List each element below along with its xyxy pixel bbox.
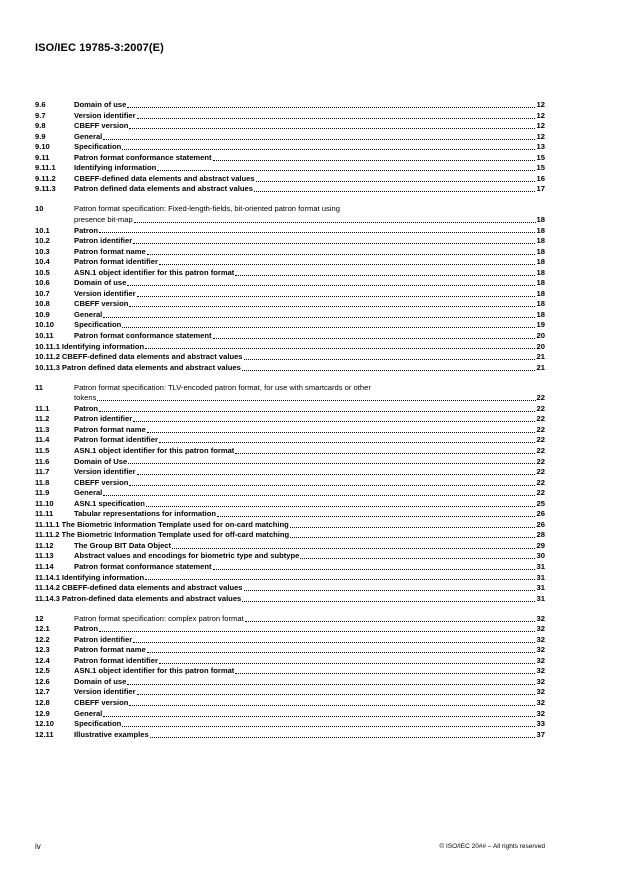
toc-title: ASN.1 specification — [74, 498, 145, 508]
toc-title: Version identifier — [74, 288, 136, 298]
toc-entry[interactable] — [35, 352, 545, 363]
toc-page: 21 — [536, 352, 545, 362]
toc-title: Patron identifier — [74, 236, 133, 246]
leader-dots — [145, 573, 535, 584]
toc-entry[interactable] — [35, 163, 545, 174]
toc-page: 32 — [536, 698, 545, 708]
toc-number: 10.4 — [35, 257, 50, 267]
leader-dots — [127, 677, 535, 688]
toc-number: 10.2 — [35, 236, 50, 246]
toc-number: 11.3 — [35, 424, 50, 434]
leader-dots — [99, 404, 535, 415]
toc-page: 13 — [536, 142, 545, 152]
toc-title: CBEFF-defined data elements and abstract values — [74, 173, 255, 183]
toc-page: 18 — [536, 257, 545, 267]
toc-page: 12 — [536, 131, 545, 141]
leader-dots — [147, 645, 535, 656]
toc-title-line2: tokens — [74, 393, 97, 403]
toc-number: 10.11.3 — [35, 362, 60, 372]
toc-page: 25 — [536, 498, 545, 508]
toc-entry[interactable] — [35, 730, 545, 741]
leader-dots — [127, 278, 535, 289]
toc-page: 22 — [536, 435, 545, 445]
toc-title: Patron format name — [74, 645, 146, 655]
leader-dots — [97, 393, 535, 404]
toc-number: 9.7 — [35, 110, 46, 120]
leader-dots — [122, 142, 535, 153]
toc-entry[interactable] — [35, 645, 545, 656]
toc-number: 12.6 — [35, 676, 50, 686]
toc-entry[interactable] — [35, 687, 545, 698]
toc-title: The Biometric Information Template used for on-card matching — [61, 519, 289, 529]
toc-entry[interactable] — [35, 446, 545, 457]
leader-dots — [103, 709, 535, 720]
leader-dots — [245, 614, 535, 625]
toc-number: 11.4 — [35, 435, 50, 445]
toc-page: 37 — [536, 729, 545, 739]
toc-number: 11.6 — [35, 456, 50, 466]
toc-title: The Group BIT Data Object — [74, 540, 172, 550]
toc-title: Patron identifier — [74, 414, 133, 424]
document-header: ISO/IEC 19785-3:2007(E) — [35, 42, 164, 54]
toc-page: 31 — [536, 572, 545, 582]
toc-title: Version identifier — [74, 467, 136, 477]
toc-number: 9.11.1 — [35, 163, 56, 173]
toc-entry[interactable] — [35, 583, 545, 594]
toc-entry[interactable] — [35, 719, 545, 730]
toc-number: 11.9 — [35, 488, 50, 498]
footer-copyright: © ISO/IEC 20## – All rights reserved — [439, 843, 545, 850]
toc-title: CBEFF version — [74, 477, 129, 487]
toc-title: Patron format conformance statement — [74, 330, 212, 340]
toc-page: 17 — [536, 184, 545, 194]
toc-entry[interactable] — [35, 142, 545, 153]
toc-page: 15 — [536, 152, 545, 162]
toc-entry[interactable] — [35, 488, 545, 499]
toc-page: 22 — [536, 467, 545, 477]
toc-entry[interactable] — [35, 184, 545, 195]
toc-title: Patron format identifier — [74, 257, 158, 267]
leader-dots — [129, 478, 535, 489]
toc-number: 9.11.2 — [35, 173, 56, 183]
leader-dots — [137, 687, 535, 698]
toc-entry[interactable] — [35, 635, 545, 646]
toc-title: Patron-defined data elements and abstract values — [61, 593, 242, 603]
toc-entry[interactable] — [35, 457, 545, 468]
toc-number: 12.9 — [35, 708, 50, 718]
toc-number: 10.9 — [35, 309, 50, 319]
toc-number: 11.14.2 — [35, 583, 60, 593]
toc-page: 32 — [536, 708, 545, 718]
toc-entry[interactable] — [35, 100, 545, 111]
toc-entry[interactable] — [35, 709, 545, 720]
toc-title: CBEFF version — [74, 299, 129, 309]
toc-page: 18 — [536, 246, 545, 256]
toc-entry[interactable] — [35, 435, 545, 446]
toc-entry[interactable] — [35, 174, 545, 185]
leader-dots — [147, 425, 535, 436]
toc-page: 18 — [536, 267, 545, 277]
toc-entry[interactable] — [35, 541, 545, 552]
leader-dots — [256, 174, 535, 185]
toc-number: 10.8 — [35, 299, 50, 309]
toc-entry[interactable] — [35, 562, 545, 573]
toc-entry[interactable] — [35, 121, 545, 132]
toc-entry[interactable] — [35, 677, 545, 688]
leader-dots — [213, 153, 535, 164]
toc-title: General — [74, 309, 103, 319]
toc-page: 18 — [536, 278, 545, 288]
toc-title: Patron format specification: complex patron format — [74, 613, 244, 623]
toc-page: 12 — [536, 100, 545, 109]
toc-entry-chapter[interactable] — [35, 383, 545, 404]
leader-dots — [99, 226, 535, 237]
toc-number: 11.1 — [35, 403, 50, 413]
leader-dots — [145, 342, 535, 353]
toc-title: Identifying information — [61, 341, 145, 351]
leader-dots — [290, 530, 535, 541]
toc-title: Patron — [74, 225, 99, 235]
toc-entry[interactable] — [35, 331, 545, 342]
toc-title: CBEFF version — [74, 698, 129, 708]
toc-entry-chapter[interactable] — [35, 614, 545, 625]
toc-title-line1: Patron format specification: Fixed-length-fields, bit-oriented patron format using — [74, 204, 340, 214]
leader-dots — [290, 520, 535, 531]
leader-dots — [133, 236, 535, 247]
toc-entry[interactable] — [35, 226, 545, 237]
toc-number: 9.8 — [35, 121, 46, 131]
toc-title: ASN.1 object identifier for this patron format — [74, 445, 235, 455]
leader-dots — [129, 698, 535, 709]
toc-entry[interactable] — [35, 520, 545, 531]
toc-number: 12.10 — [35, 719, 55, 729]
toc-page: 22 — [536, 456, 545, 466]
leader-dots — [235, 666, 535, 677]
toc-title: Illustrative examples — [74, 729, 149, 739]
leader-dots — [244, 583, 535, 594]
toc-title: Domain of use — [74, 278, 127, 288]
toc-number: 9.11.3 — [35, 184, 56, 194]
toc-number: 12.11 — [35, 729, 54, 739]
toc-entry[interactable] — [35, 404, 545, 415]
toc-title: Patron — [74, 403, 99, 413]
leader-dots — [159, 435, 535, 446]
toc-number: 10.7 — [35, 288, 50, 298]
toc-number: 12 — [35, 613, 44, 623]
toc-number: 10.1 — [35, 225, 50, 235]
toc-page: 26 — [536, 509, 545, 519]
toc-page: 22 — [536, 445, 545, 455]
toc-title: Tabular representations for information — [74, 509, 217, 519]
toc-entry[interactable] — [35, 594, 545, 605]
toc-entry[interactable] — [35, 268, 545, 279]
leader-dots — [129, 121, 535, 132]
toc-page: 18 — [536, 288, 545, 298]
toc-entry[interactable] — [35, 363, 545, 374]
toc-page: 29 — [536, 540, 545, 550]
toc-title: Specification — [74, 719, 122, 729]
toc-number: 11.11 — [35, 509, 54, 519]
toc-title: Abstract values and encodings for biometric type and subtype — [74, 551, 300, 561]
toc-page: 12 — [536, 110, 545, 120]
toc-title-line1: Patron format specification: TLV-encoded patron format, for use with smartcards or other — [74, 382, 371, 392]
toc-page: 12 — [536, 121, 545, 131]
toc-number: 11.7 — [35, 467, 50, 477]
toc-number: 12.7 — [35, 687, 50, 697]
toc-number: 12.4 — [35, 655, 50, 665]
toc-entry[interactable] — [35, 320, 545, 331]
toc-title: General — [74, 488, 103, 498]
toc-number: 9.9 — [35, 131, 46, 141]
toc-page: 21 — [536, 362, 545, 372]
toc-page: 16 — [536, 173, 545, 183]
toc-title: Domain of use — [74, 676, 127, 686]
toc-title: Domain of use — [74, 100, 127, 109]
toc-entry[interactable] — [35, 342, 545, 353]
toc-title: Version identifier — [74, 110, 136, 120]
toc-number: 9.6 — [35, 100, 46, 109]
toc-page: 18 — [536, 309, 545, 319]
toc-number: 11.14.3 — [35, 593, 60, 603]
toc-page: 32 — [536, 676, 545, 686]
toc-title: Identifying information — [61, 572, 145, 582]
leader-dots — [122, 719, 535, 730]
leader-dots — [103, 488, 535, 499]
toc-number: 11.11.2 — [35, 530, 60, 540]
leader-dots — [137, 467, 535, 478]
toc-number: 10.6 — [35, 278, 50, 288]
toc-entry[interactable] — [35, 289, 545, 300]
toc-page: 30 — [536, 551, 545, 561]
leader-dots — [137, 111, 535, 122]
leader-dots — [242, 363, 535, 374]
toc-entry[interactable] — [35, 236, 545, 247]
leader-dots — [159, 257, 535, 268]
toc-page: 32 — [536, 613, 545, 623]
toc-title: CBEFF version — [74, 121, 129, 131]
toc-page: 18 — [536, 225, 545, 235]
toc-number: 11.11.1 — [35, 519, 60, 529]
toc-page: 32 — [536, 645, 545, 655]
toc-title: Patron format name — [74, 246, 146, 256]
leader-dots — [213, 331, 535, 342]
toc-page: 31 — [536, 593, 545, 603]
toc-page: 32 — [536, 624, 545, 634]
toc-entry[interactable] — [35, 656, 545, 667]
toc-title: Patron format conformance statement — [74, 152, 212, 162]
toc-title: Domain of Use — [74, 456, 128, 466]
toc-entry[interactable] — [35, 310, 545, 321]
table-of-contents — [35, 100, 545, 740]
leader-dots — [133, 414, 535, 425]
toc-entry[interactable] — [35, 698, 545, 709]
leader-dots — [159, 656, 535, 667]
toc-title: Patron format identifier — [74, 435, 158, 445]
toc-entry[interactable] — [35, 509, 545, 520]
toc-page: 26 — [536, 519, 545, 529]
toc-page: 19 — [536, 320, 545, 330]
toc-page: 20 — [536, 330, 545, 340]
toc-number: 12.2 — [35, 634, 50, 644]
toc-number: 11.12 — [35, 540, 54, 550]
leader-dots — [235, 268, 535, 279]
toc-page: 18 — [536, 214, 545, 224]
toc-title: General — [74, 131, 103, 141]
toc-page: 15 — [536, 163, 545, 173]
leader-dots — [129, 299, 535, 310]
toc-page: 31 — [536, 583, 545, 593]
toc-page: 18 — [536, 236, 545, 246]
toc-title: CBEFF-defined data elements and abstract values — [61, 583, 243, 593]
toc-entry[interactable] — [35, 132, 545, 143]
toc-page: 31 — [536, 561, 545, 571]
toc-page: 22 — [536, 403, 545, 413]
leader-dots — [254, 184, 535, 195]
toc-page: 32 — [536, 634, 545, 644]
leader-dots — [235, 446, 535, 457]
toc-page: 22 — [536, 424, 545, 434]
toc-title: Patron defined data elements and abstract values — [61, 362, 241, 372]
leader-dots — [146, 499, 535, 510]
toc-number: 11 — [35, 382, 44, 392]
toc-number: 11.8 — [35, 477, 50, 487]
leader-dots — [300, 551, 535, 562]
toc-title: Patron format name — [74, 424, 146, 434]
toc-entry-chapter[interactable] — [35, 204, 545, 225]
toc-number: 9.10 — [35, 142, 50, 152]
toc-entry[interactable] — [35, 666, 545, 677]
toc-number: 12.5 — [35, 666, 50, 676]
toc-title: General — [74, 708, 103, 718]
toc-title: Patron — [74, 624, 99, 634]
toc-title: Patron format conformance statement — [74, 561, 212, 571]
leader-dots — [244, 352, 535, 363]
toc-number: 11.2 — [35, 414, 50, 424]
toc-title: Specification — [74, 320, 122, 330]
toc-number: 11.13 — [35, 551, 54, 561]
toc-title: CBEFF-defined data elements and abstract values — [61, 352, 243, 362]
leader-dots — [172, 541, 535, 552]
toc-page: 32 — [536, 655, 545, 665]
toc-entry[interactable] — [35, 257, 545, 268]
toc-page: 22 — [536, 488, 545, 498]
toc-title: Patron format identifier — [74, 655, 158, 665]
leader-dots — [150, 730, 535, 741]
toc-page: 22 — [536, 393, 545, 403]
toc-entry[interactable] — [35, 414, 545, 425]
toc-entry[interactable] — [35, 551, 545, 562]
toc-number: 12.1 — [35, 624, 50, 634]
toc-number: 10.11.2 — [35, 352, 60, 362]
leader-dots — [134, 215, 536, 226]
leader-dots — [128, 457, 535, 468]
toc-title: ASN.1 object identifier for this patron format — [74, 666, 235, 676]
toc-number: 12.3 — [35, 645, 50, 655]
toc-number: 10.11.1 — [35, 341, 60, 351]
toc-title: Identifying information — [74, 163, 157, 173]
leader-dots — [157, 163, 535, 174]
leader-dots — [133, 635, 535, 646]
toc-number: 11.14.1 — [35, 572, 60, 582]
toc-page: 20 — [536, 341, 545, 351]
toc-number: 9.11 — [35, 152, 50, 162]
leader-dots — [99, 624, 535, 635]
toc-page: 28 — [536, 530, 545, 540]
toc-entry[interactable] — [35, 247, 545, 258]
toc-title: The Biometric Information Template used for off-card matching — [61, 530, 290, 540]
leader-dots — [242, 594, 535, 605]
toc-title: Patron defined data elements and abstract values — [74, 184, 253, 194]
footer-page-number: iv — [35, 842, 41, 851]
toc-title-line2: presence bit-map — [74, 214, 133, 224]
toc-number: 11.14 — [35, 561, 54, 571]
toc-title: Patron identifier — [74, 634, 133, 644]
leader-dots — [103, 310, 535, 321]
toc-number: 11.10 — [35, 498, 54, 508]
leader-dots — [103, 132, 535, 143]
toc-entry[interactable] — [35, 573, 545, 584]
toc-number: 10 — [35, 204, 44, 214]
toc-page: 22 — [536, 477, 545, 487]
toc-number: 10.3 — [35, 246, 50, 256]
leader-dots — [213, 562, 535, 573]
toc-number: 10.11 — [35, 330, 54, 340]
toc-entry[interactable] — [35, 499, 545, 510]
leader-dots — [122, 320, 535, 331]
leader-dots — [127, 100, 535, 111]
toc-entry[interactable] — [35, 467, 545, 478]
toc-number: 11.5 — [35, 445, 50, 455]
toc-entry[interactable] — [35, 299, 545, 310]
toc-entry[interactable] — [35, 278, 545, 289]
toc-title: Version identifier — [74, 687, 136, 697]
leader-dots — [147, 247, 535, 258]
toc-title: Specification — [74, 142, 122, 152]
toc-page: 22 — [536, 414, 545, 424]
toc-title: ASN.1 object identifier for this patron format — [74, 267, 235, 277]
toc-entry[interactable] — [35, 624, 545, 635]
toc-page: 33 — [536, 719, 545, 729]
toc-number: 10.5 — [35, 267, 50, 277]
leader-dots — [137, 289, 535, 300]
toc-entry[interactable] — [35, 111, 545, 122]
toc-entry[interactable] — [35, 530, 545, 541]
toc-page: 18 — [536, 299, 545, 309]
toc-page: 32 — [536, 687, 545, 697]
toc-entry[interactable] — [35, 478, 545, 489]
toc-entry[interactable] — [35, 425, 545, 436]
toc-entry[interactable] — [35, 153, 545, 164]
toc-number: 12.8 — [35, 698, 50, 708]
leader-dots — [217, 509, 535, 520]
toc-page: 32 — [536, 666, 545, 676]
toc-number: 10.10 — [35, 320, 55, 330]
